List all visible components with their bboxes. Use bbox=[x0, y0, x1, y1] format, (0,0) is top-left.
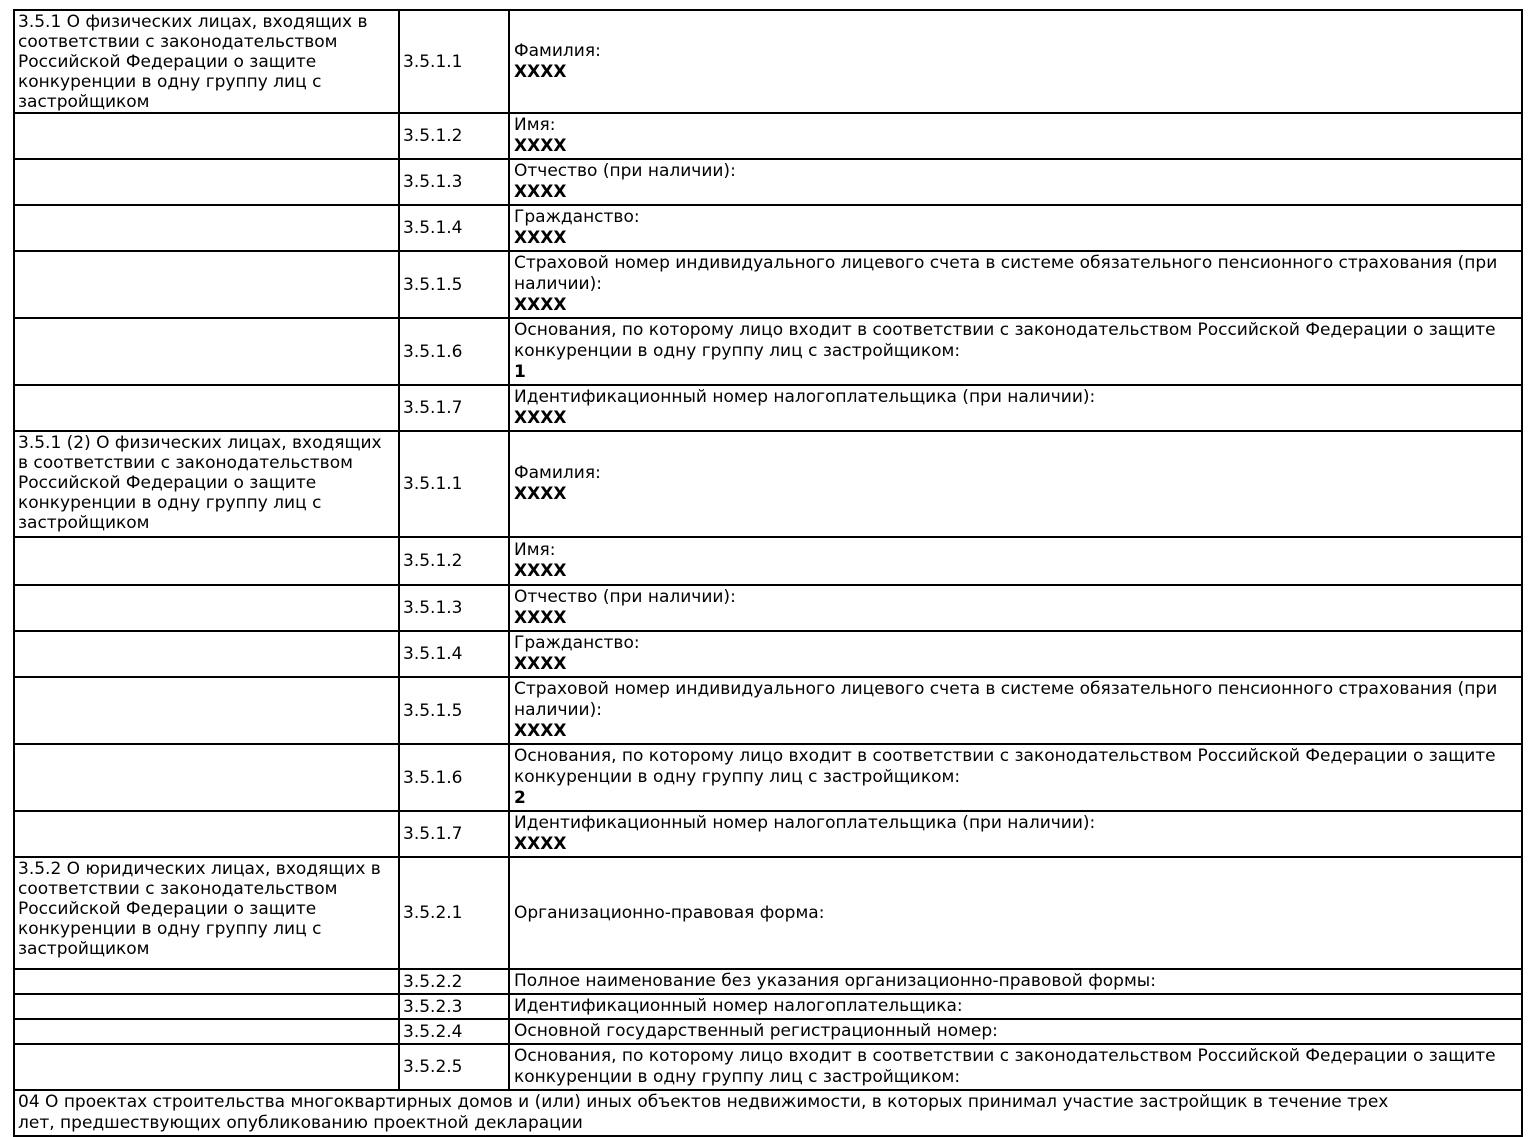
field-cell bbox=[509, 385, 1522, 431]
row-code-cell: 3.5.2.4 bbox=[399, 1019, 509, 1044]
empty-cell bbox=[14, 113, 399, 159]
row-code-cell: 3.5.2.1 bbox=[399, 857, 509, 969]
row-code-cell: 3.5.2.3 bbox=[399, 994, 509, 1019]
table-row bbox=[14, 1019, 1522, 1044]
table-row bbox=[14, 251, 1522, 318]
field-value: XXXX bbox=[514, 608, 567, 628]
table-row bbox=[14, 537, 1522, 585]
field-label: Гражданство: bbox=[514, 207, 640, 227]
field-label: Фамилия: bbox=[514, 40, 601, 61]
field-cell bbox=[509, 811, 1522, 857]
field-value: XXXX bbox=[514, 136, 567, 156]
table-row bbox=[14, 969, 1522, 994]
field-label: Основания, по которому лицо входит в соответствии с законодательством Российской Федерации о защите конкуренции в одну группу лиц с застройщиком: bbox=[514, 320, 1496, 361]
empty-cell bbox=[14, 811, 399, 857]
field-label: Страховой номер индивидуального лицевого счета в системе обязательного пенсионного страхования (при наличии): bbox=[514, 253, 1498, 294]
field-value: XXXX bbox=[514, 228, 567, 248]
field-cell bbox=[509, 1044, 1522, 1090]
field-cell bbox=[509, 585, 1522, 631]
field-cell bbox=[509, 251, 1522, 318]
empty-cell bbox=[14, 744, 399, 811]
field-cell bbox=[509, 431, 1522, 537]
table-row bbox=[14, 744, 1522, 811]
field-cell bbox=[509, 857, 1522, 969]
row-code-cell: 3.5.2.5 bbox=[399, 1044, 509, 1090]
table-row bbox=[14, 431, 1522, 537]
table-row bbox=[14, 1090, 1522, 1136]
row-code-cell: 3.5.1.1 bbox=[399, 431, 509, 537]
empty-cell bbox=[14, 677, 399, 744]
row-code-cell: 3.5.1.5 bbox=[399, 677, 509, 744]
table-row bbox=[14, 318, 1522, 385]
section-title-cell: 3.5.1 О физических лицах, входящих в соответствии с законодательством Российской Федерации о защите конкуренции в одну группу лиц с застройщиком bbox=[14, 10, 399, 113]
declaration-table bbox=[13, 9, 1523, 1137]
field-value: XXXX bbox=[514, 61, 567, 82]
field-value: XXXX bbox=[514, 295, 567, 315]
field-cell bbox=[509, 159, 1522, 205]
field-cell bbox=[509, 113, 1522, 159]
field-label: Идентификационный номер налогоплательщика (при наличии): bbox=[514, 813, 1096, 833]
section-title-cell: 3.5.1 (2) О физических лицах, входящих в соответствии с законодательством Российской Федерации о защите конкуренции в одну группу лиц с застройщиком bbox=[14, 431, 399, 537]
empty-cell bbox=[14, 385, 399, 431]
field-label: Отчество (при наличии): bbox=[514, 587, 736, 607]
row-code-cell: 3.5.1.2 bbox=[399, 537, 509, 585]
empty-cell bbox=[14, 994, 399, 1019]
field-label: Имя: bbox=[514, 540, 556, 560]
row-code-cell: 3.5.1.4 bbox=[399, 205, 509, 251]
table-row bbox=[14, 10, 1522, 113]
row-code-cell: 3.5.1.7 bbox=[399, 811, 509, 857]
field-label: Организационно-правовая форма: bbox=[514, 902, 825, 923]
table-row bbox=[14, 1044, 1522, 1090]
field-cell bbox=[509, 631, 1522, 677]
field-value: XXXX bbox=[514, 182, 567, 202]
field-cell bbox=[509, 10, 1522, 113]
empty-cell bbox=[14, 1044, 399, 1090]
row-code-cell: 3.5.1.3 bbox=[399, 159, 509, 205]
field-cell bbox=[509, 205, 1522, 251]
field-label: Основания, по которому лицо входит в соответствии с законодательством Российской Федерации о защите конкуренции в одну группу лиц с застройщиком: bbox=[514, 746, 1496, 787]
field-value: XXXX bbox=[514, 654, 567, 674]
field-label: Основания, по которому лицо входит в соответствии с законодательством Российской Федерации о защите конкуренции в одну группу лиц с застройщиком: bbox=[514, 1046, 1496, 1087]
field-label: Идентификационный номер налогоплательщика: bbox=[514, 996, 963, 1016]
field-cell bbox=[509, 744, 1522, 811]
row-code-cell: 3.5.1.6 bbox=[399, 318, 509, 385]
field-value: XXXX bbox=[514, 484, 567, 504]
table-row bbox=[14, 631, 1522, 677]
table-row bbox=[14, 994, 1522, 1019]
field-label: Отчество (при наличии): bbox=[514, 161, 736, 181]
row-code-cell: 3.5.1.3 bbox=[399, 585, 509, 631]
table-row bbox=[14, 205, 1522, 251]
table-row bbox=[14, 159, 1522, 205]
field-label: Страховой номер индивидуального лицевого счета в системе обязательного пенсионного страхования (при наличии): bbox=[514, 679, 1498, 720]
row-code-cell: 3.5.1.2 bbox=[399, 113, 509, 159]
row-code-cell: 3.5.1.6 bbox=[399, 744, 509, 811]
table-row bbox=[14, 385, 1522, 431]
field-value: XXXX bbox=[514, 561, 567, 581]
row-code-cell: 3.5.1.7 bbox=[399, 385, 509, 431]
field-value: XXXX bbox=[514, 408, 567, 428]
table-row bbox=[14, 811, 1522, 857]
row-code-cell: 3.5.2.2 bbox=[399, 969, 509, 994]
field-label: Идентификационный номер налогоплательщика (при наличии): bbox=[514, 387, 1096, 407]
field-cell bbox=[509, 969, 1522, 994]
table-row bbox=[14, 585, 1522, 631]
section-04-text: 04 О проектах строительства многоквартирных домов и (или) иных объектов недвижимости, в которых принимал участие застройщик в течение трех лет, предшествующих опубликованию проектной декларации bbox=[18, 1092, 1389, 1133]
row-code-cell: 3.5.1.1 bbox=[399, 10, 509, 113]
empty-cell bbox=[14, 537, 399, 585]
field-label: Основной государственный регистрационный номер: bbox=[514, 1021, 998, 1041]
field-cell bbox=[509, 994, 1522, 1019]
field-cell bbox=[509, 537, 1522, 585]
empty-cell bbox=[14, 585, 399, 631]
field-label: Фамилия: bbox=[514, 463, 601, 483]
section-title-cell: 3.5.2 О юридических лицах, входящих в соответствии с законодательством Российской Федерации о защите конкуренции в одну группу лиц с застройщиком bbox=[14, 857, 399, 969]
field-cell bbox=[509, 318, 1522, 385]
empty-cell bbox=[14, 969, 399, 994]
section-04-header bbox=[14, 1090, 1522, 1136]
empty-cell bbox=[14, 251, 399, 318]
empty-cell bbox=[14, 159, 399, 205]
empty-cell bbox=[14, 318, 399, 385]
table-row bbox=[14, 113, 1522, 159]
field-cell bbox=[509, 1019, 1522, 1044]
row-code-cell: 3.5.1.4 bbox=[399, 631, 509, 677]
field-label: Имя: bbox=[514, 115, 556, 135]
row-code-cell: 3.5.1.5 bbox=[399, 251, 509, 318]
field-value: 1 bbox=[514, 362, 526, 382]
empty-cell bbox=[14, 631, 399, 677]
field-label: Гражданство: bbox=[514, 633, 640, 653]
field-cell bbox=[509, 677, 1522, 744]
table-row bbox=[14, 857, 1522, 969]
field-value: XXXX bbox=[514, 834, 567, 854]
table-row bbox=[14, 677, 1522, 744]
field-label: Полное наименование без указания организационно-правовой формы: bbox=[514, 971, 1156, 991]
field-value: XXXX bbox=[514, 721, 567, 741]
field-value: 2 bbox=[514, 788, 526, 808]
empty-cell bbox=[14, 205, 399, 251]
empty-cell bbox=[14, 1019, 399, 1044]
